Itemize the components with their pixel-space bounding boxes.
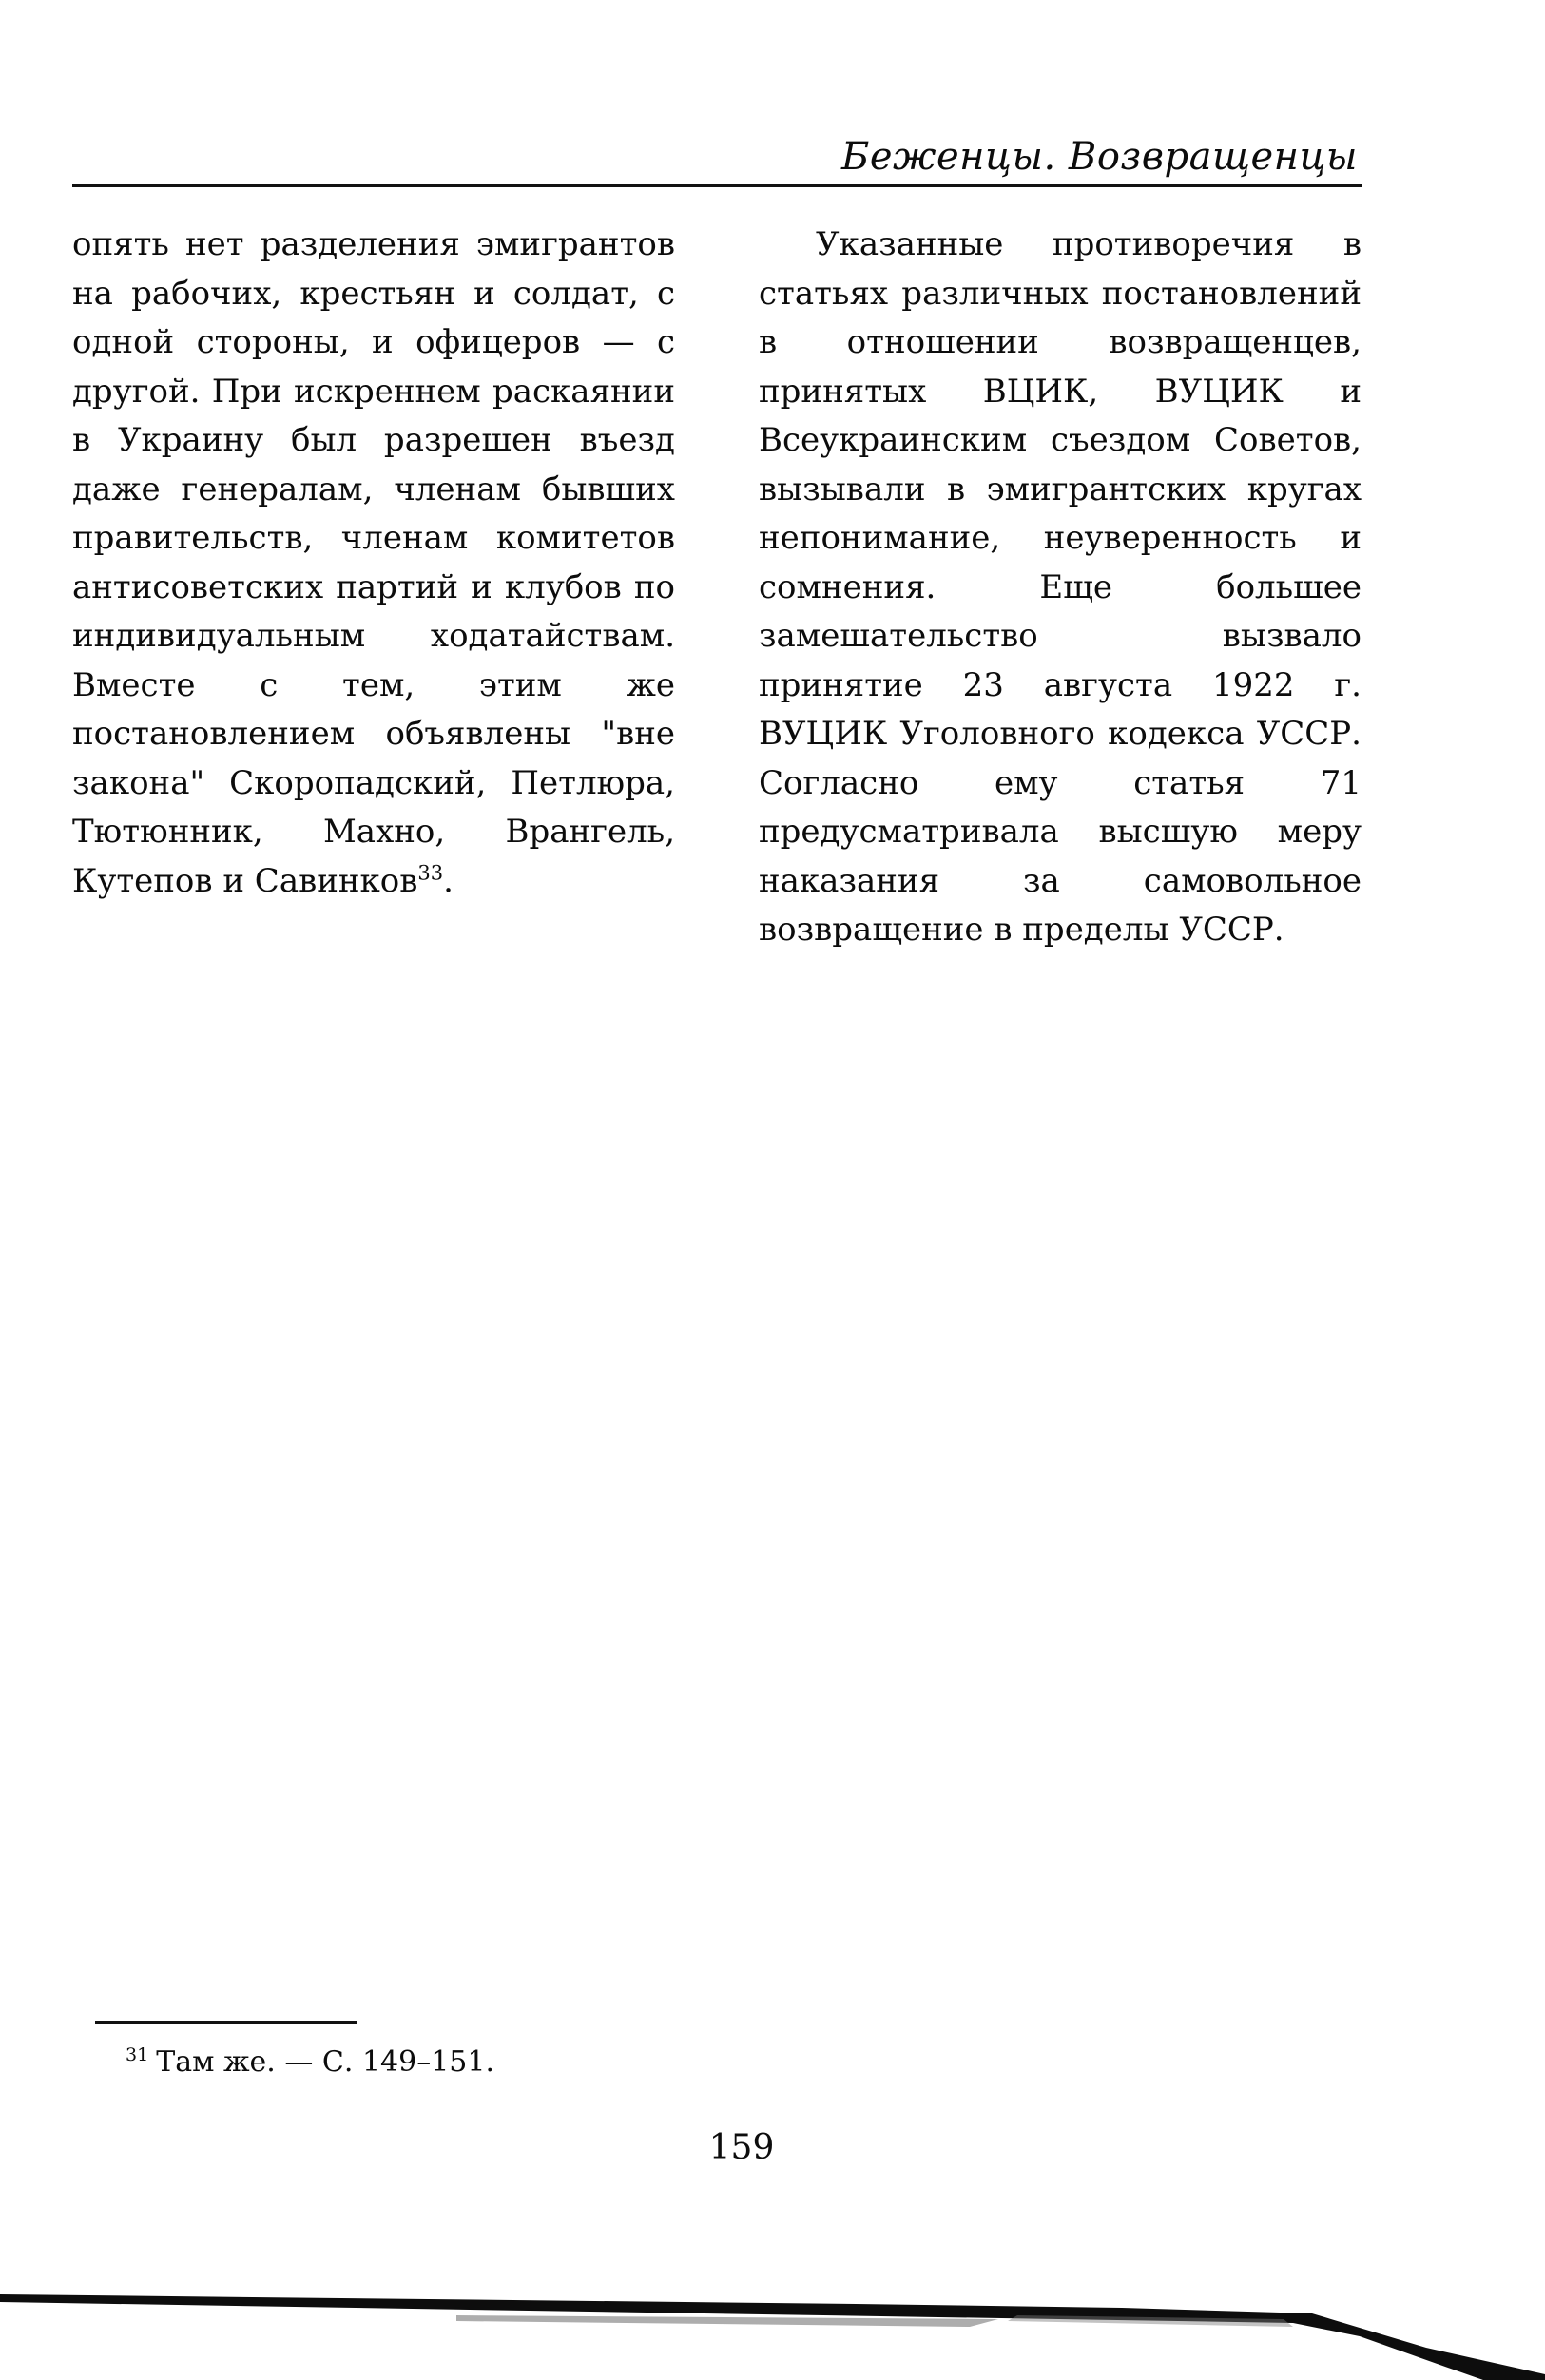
footnote-text: Там же. — С. 149–151. xyxy=(156,2045,494,2079)
scan-edge-stroke xyxy=(0,2281,1545,2380)
footnote-number: 31 xyxy=(126,2044,149,2065)
footnote xyxy=(126,2044,494,2082)
right-column xyxy=(759,221,1362,955)
running-header xyxy=(72,131,1362,187)
running-title: Беженцы. Возвращенцы xyxy=(840,135,1358,179)
left-paragraph-text: опять нет разделения эмигрантов на рабочих, крестьян и солдат, с одной стороны, и офицеров — с другой. При искреннем раскаянии в Украину был разрешен въезд даже генералам, членам бывших правительств, членам комитетов антисоветских партий и клубов по индивидуальным ходатайствам. Вместе с тем, этим же постановлением объявлены "вне закона" Скоропадский, Петлюра, Тютюнник, Махно, Врангель, Кутепов и Савинков xyxy=(72,225,675,900)
footnote-divider xyxy=(95,2021,357,2024)
left-column xyxy=(72,221,675,906)
left-paragraph-tail: . xyxy=(443,861,454,900)
right-paragraph: Указанные противоречия в статьях различных постановлений в отношении возвращенцев, принятых ВЦИК, ВУЦИК и Всеукраинским съездом Советов, вызывали в эмигрантских кругах непонимание, неуверенность и сомнения. Еще большее замешательство вызвало принятие 23 августа 1922 г. ВУЦИК Уголовного кодекса УССР. Согласно ему статья 71 предусматривала высшую меру наказания за самовольное возвращение в пределы УССР. xyxy=(759,225,1362,949)
page-number: 159 xyxy=(708,2128,775,2167)
footnote-reference: 33 xyxy=(417,861,444,885)
left-paragraph xyxy=(72,221,675,906)
